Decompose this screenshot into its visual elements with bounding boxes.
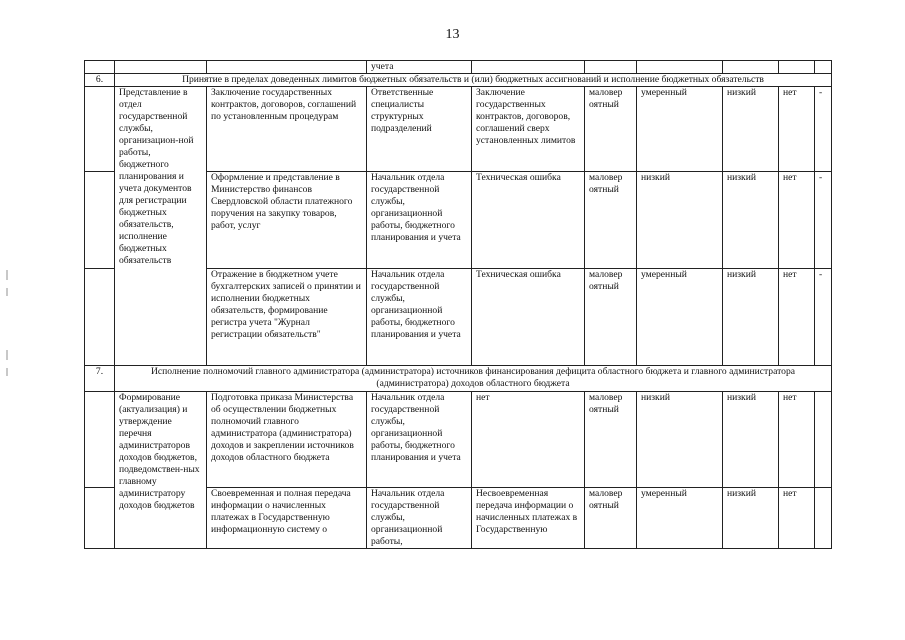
cell-probability: маловер оятный <box>585 391 637 487</box>
table-row <box>85 86 832 171</box>
table-row <box>85 391 832 487</box>
cell-empty <box>85 268 115 365</box>
cell-level: низкий <box>723 487 779 548</box>
cell-impact: умеренный <box>637 86 723 171</box>
cell-level: низкий <box>723 86 779 171</box>
cell-extra <box>815 391 832 487</box>
page-number: 13 <box>445 27 460 42</box>
scan-artifact <box>6 368 8 376</box>
cell-probability: маловер оятный <box>585 487 637 548</box>
cell-empty <box>472 61 585 74</box>
section-number: 6. <box>85 74 115 87</box>
cell-risk: Заключение государственных контрактов, договоров, соглашений сверх установленных лимитов <box>472 86 585 171</box>
cell-empty <box>207 61 367 74</box>
table-row <box>85 61 832 74</box>
cell-extra <box>815 487 832 548</box>
cell-flag: нет <box>779 171 815 268</box>
risk-table <box>84 60 832 549</box>
scan-artifact <box>6 350 8 360</box>
cell-responsible: Начальник отдела государственной службы, организационной работы, бюджетного планирования и учета <box>367 391 472 487</box>
cell-probability: маловер оятный <box>585 86 637 171</box>
cell-level: низкий <box>723 171 779 268</box>
cell-extra: - <box>815 268 832 365</box>
cell-empty <box>85 61 115 74</box>
cell-empty <box>85 171 115 268</box>
cell-level: низкий <box>723 268 779 365</box>
cell-flag: нет <box>779 391 815 487</box>
section-header-row <box>85 365 832 391</box>
cell-risk: нет <box>472 391 585 487</box>
cell-operation: Своевременная и полная передача информации о начисленных платежах в Государственную информационную систему о <box>207 487 367 548</box>
cell-empty <box>585 61 637 74</box>
cell-empty <box>779 61 815 74</box>
cell-empty <box>85 391 115 487</box>
cell-empty <box>723 61 779 74</box>
cell-impact: умеренный <box>637 268 723 365</box>
cell-process: Представление в отдел государственной службы, организацион-ной работы, бюджетного планирования и учета документов для регистрации бюджетных обязательств, исполнение бюджетных обязательств <box>115 86 207 365</box>
cell-probability: маловер оятный <box>585 268 637 365</box>
cell-empty <box>637 61 723 74</box>
cell-responsible: учета <box>367 61 472 74</box>
cell-responsible: Начальник отдела государственной службы, организационной работы, бюджетного планирования и учета <box>367 268 472 365</box>
cell-risk: Несвоевременная передача информации о начисленных платежах в Государственную <box>472 487 585 548</box>
cell-responsible: Начальник отдела государственной службы, организационной работы, бюджетного планирования и учета <box>367 171 472 268</box>
cell-extra: - <box>815 86 832 171</box>
section-title: Исполнение полномочий главного администратора (администратора) источников финансирования дефицита областного бюджета и главного администратора (администратора) доходов областного бюджета <box>115 365 832 391</box>
cell-flag: нет <box>779 487 815 548</box>
cell-empty <box>85 86 115 171</box>
cell-impact: умеренный <box>637 487 723 548</box>
section-title: Принятие в пределах доведенных лимитов бюджетных обязательств и (или) бюджетных ассигнований и исполнение бюджетных обязательств <box>115 74 832 87</box>
cell-flag: нет <box>779 268 815 365</box>
cell-risk: Техническая ошибка <box>472 268 585 365</box>
cell-operation: Заключение государственных контрактов, договоров, соглашений по установленным процедурам <box>207 86 367 171</box>
cell-extra: - <box>815 171 832 268</box>
cell-responsible: Начальник отдела государственной службы, организационной работы, <box>367 487 472 548</box>
cell-operation: Оформление и представление в Министерство финансов Свердловской области платежного поручения на закупку товаров, работ, услуг <box>207 171 367 268</box>
cell-impact: низкий <box>637 391 723 487</box>
cell-level: низкий <box>723 391 779 487</box>
cell-empty <box>85 487 115 548</box>
cell-operation: Подготовка приказа Министерства об осуществлении бюджетных полномочий главного администратора (администратора) доходов и закреплении источников доходов областного бюджета <box>207 391 367 487</box>
cell-empty <box>115 61 207 74</box>
section-number: 7. <box>85 365 115 391</box>
cell-risk: Техническая ошибка <box>472 171 585 268</box>
cell-flag: нет <box>779 86 815 171</box>
cell-empty <box>815 61 832 74</box>
section-header-row <box>85 74 832 87</box>
cell-responsible: Ответственные специалисты структурных подразделений <box>367 86 472 171</box>
cell-impact: низкий <box>637 171 723 268</box>
cell-operation: Отражение в бюджетном учете бухгалтерских записей о принятии и исполнении бюджетных обязательств, формирование регистра учета "Журнал регистрации обязательств" <box>207 268 367 365</box>
scan-artifact <box>6 270 8 280</box>
scan-artifact <box>6 288 8 296</box>
cell-probability: маловер оятный <box>585 171 637 268</box>
cell-process: Формирование (актуализация) и утверждение перечня администраторов доходов бюджетов, подведомствен-ных главному администратору доходов бюджетов <box>115 391 207 548</box>
